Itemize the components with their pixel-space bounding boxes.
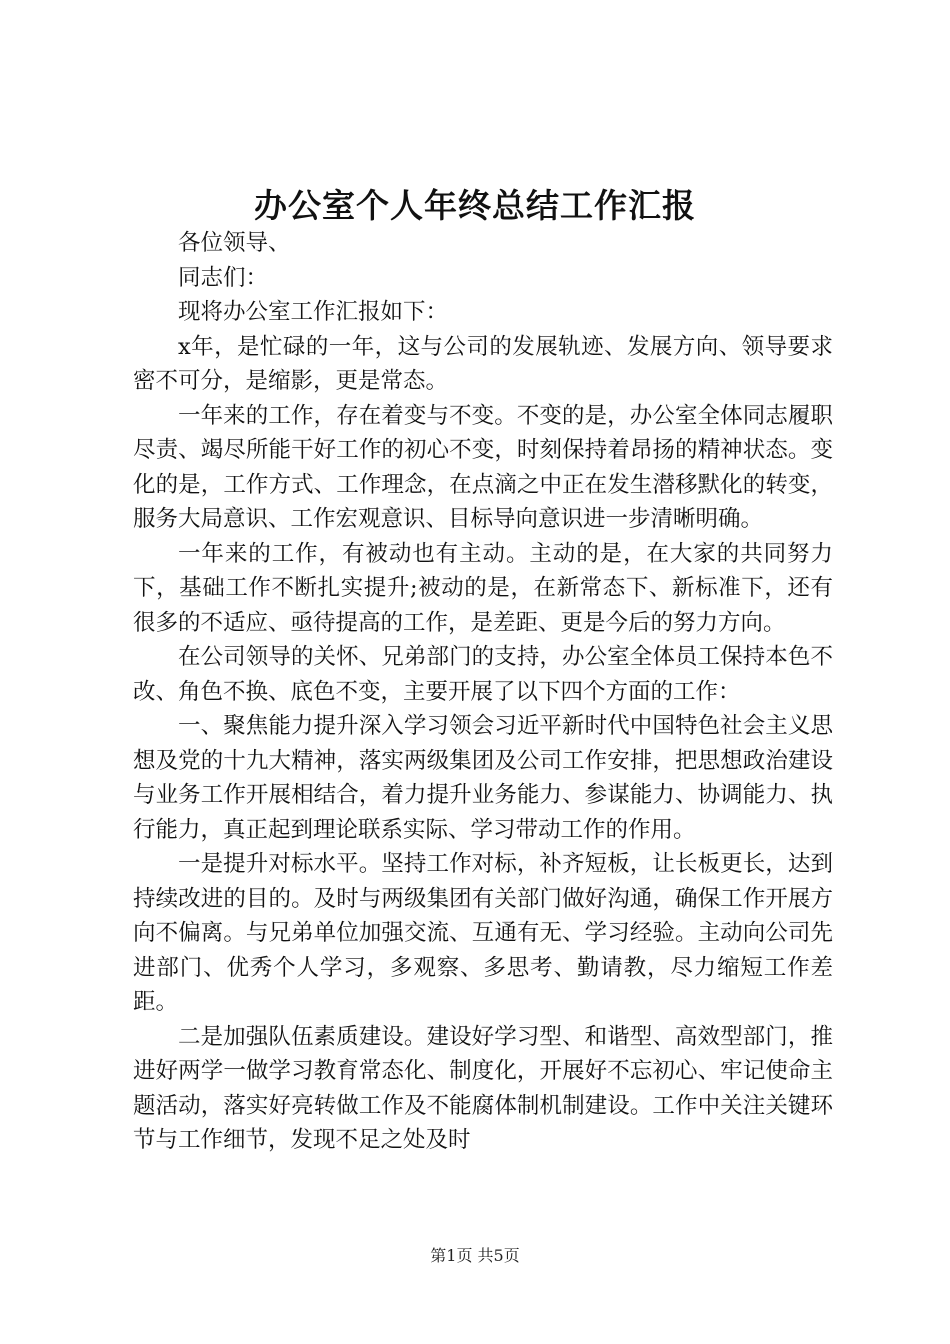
document-body	[133, 226, 833, 1158]
document-title: 办公室个人年终总结工作汇报	[254, 186, 696, 225]
paragraph: 二是加强队伍素质建设。建设好学习型、和谐型、高效型部门，推进好两学一做学习教育常态化、制度化，开展好不忘初心、牢记使命主题活动，落实好亮转做工作及不能腐体制机制建设。工作中关注关键环节与工作细节，发现不足之处及时	[133, 1023, 833, 1153]
paragraph: 一年来的工作，存在着变与不变。不变的是，办公室全体同志履职尽责、竭尽所能干好工作的初心不变，时刻保持着昂扬的精神状态。变化的是，工作方式、工作理念，在点滴之中正在发生潜移默化的转变，服务大局意识、工作宏观意识、目标导向意识进一步清晰明确。	[133, 402, 833, 532]
salutation-line-2: 同志们：	[178, 264, 269, 291]
paragraph: 一年来的工作，有被动也有主动。主动的是，在大家的共同努力下，基础工作不断扎实提升;被动的是，在新常态下、新标准下，还有很多的不适应、亟待提高的工作，是差距、更是今后的努力方向。	[133, 540, 833, 636]
paragraph: 一是提升对标水平。坚持工作对标，补齐短板，让长板更长，达到持续改进的目的。及时与两级集团有关部门做好沟通，确保工作开展方向不偏离。与兄弟单位加强交流、互通有无、学习经验。主动向公司先进部门、优秀个人学习，多观察、多思考、勤请教，尽力缩短工作差距。	[133, 851, 833, 1015]
salutation-line-1: 各位领导、	[178, 230, 291, 256]
paragraph: x年，是忙碌的一年，这与公司的发展轨迹、发展方向、领导要求密不可分，是缩影，更是常态。	[133, 333, 833, 394]
section-heading-paragraph: 一、聚焦能力提升深入学习领会习近平新时代中国特色社会主义思想及党的十九大精神，落实两级集团及公司工作安排，把思想政治建设与业务工作开展相结合，着力提升业务能力、参谋能力、协调能力、执行能力，真正起到理论联系实际、学习带动工作的作用。	[133, 713, 833, 843]
page-footer: 第1页 共5页	[430, 1246, 520, 1265]
intro-line: 现将办公室工作汇报如下：	[178, 299, 449, 325]
paragraph: 在公司领导的关怀、兄弟部门的支持，办公室全体员工保持本色不改、角色不换、底色不变，主要开展了以下四个方面的工作：	[133, 644, 833, 705]
